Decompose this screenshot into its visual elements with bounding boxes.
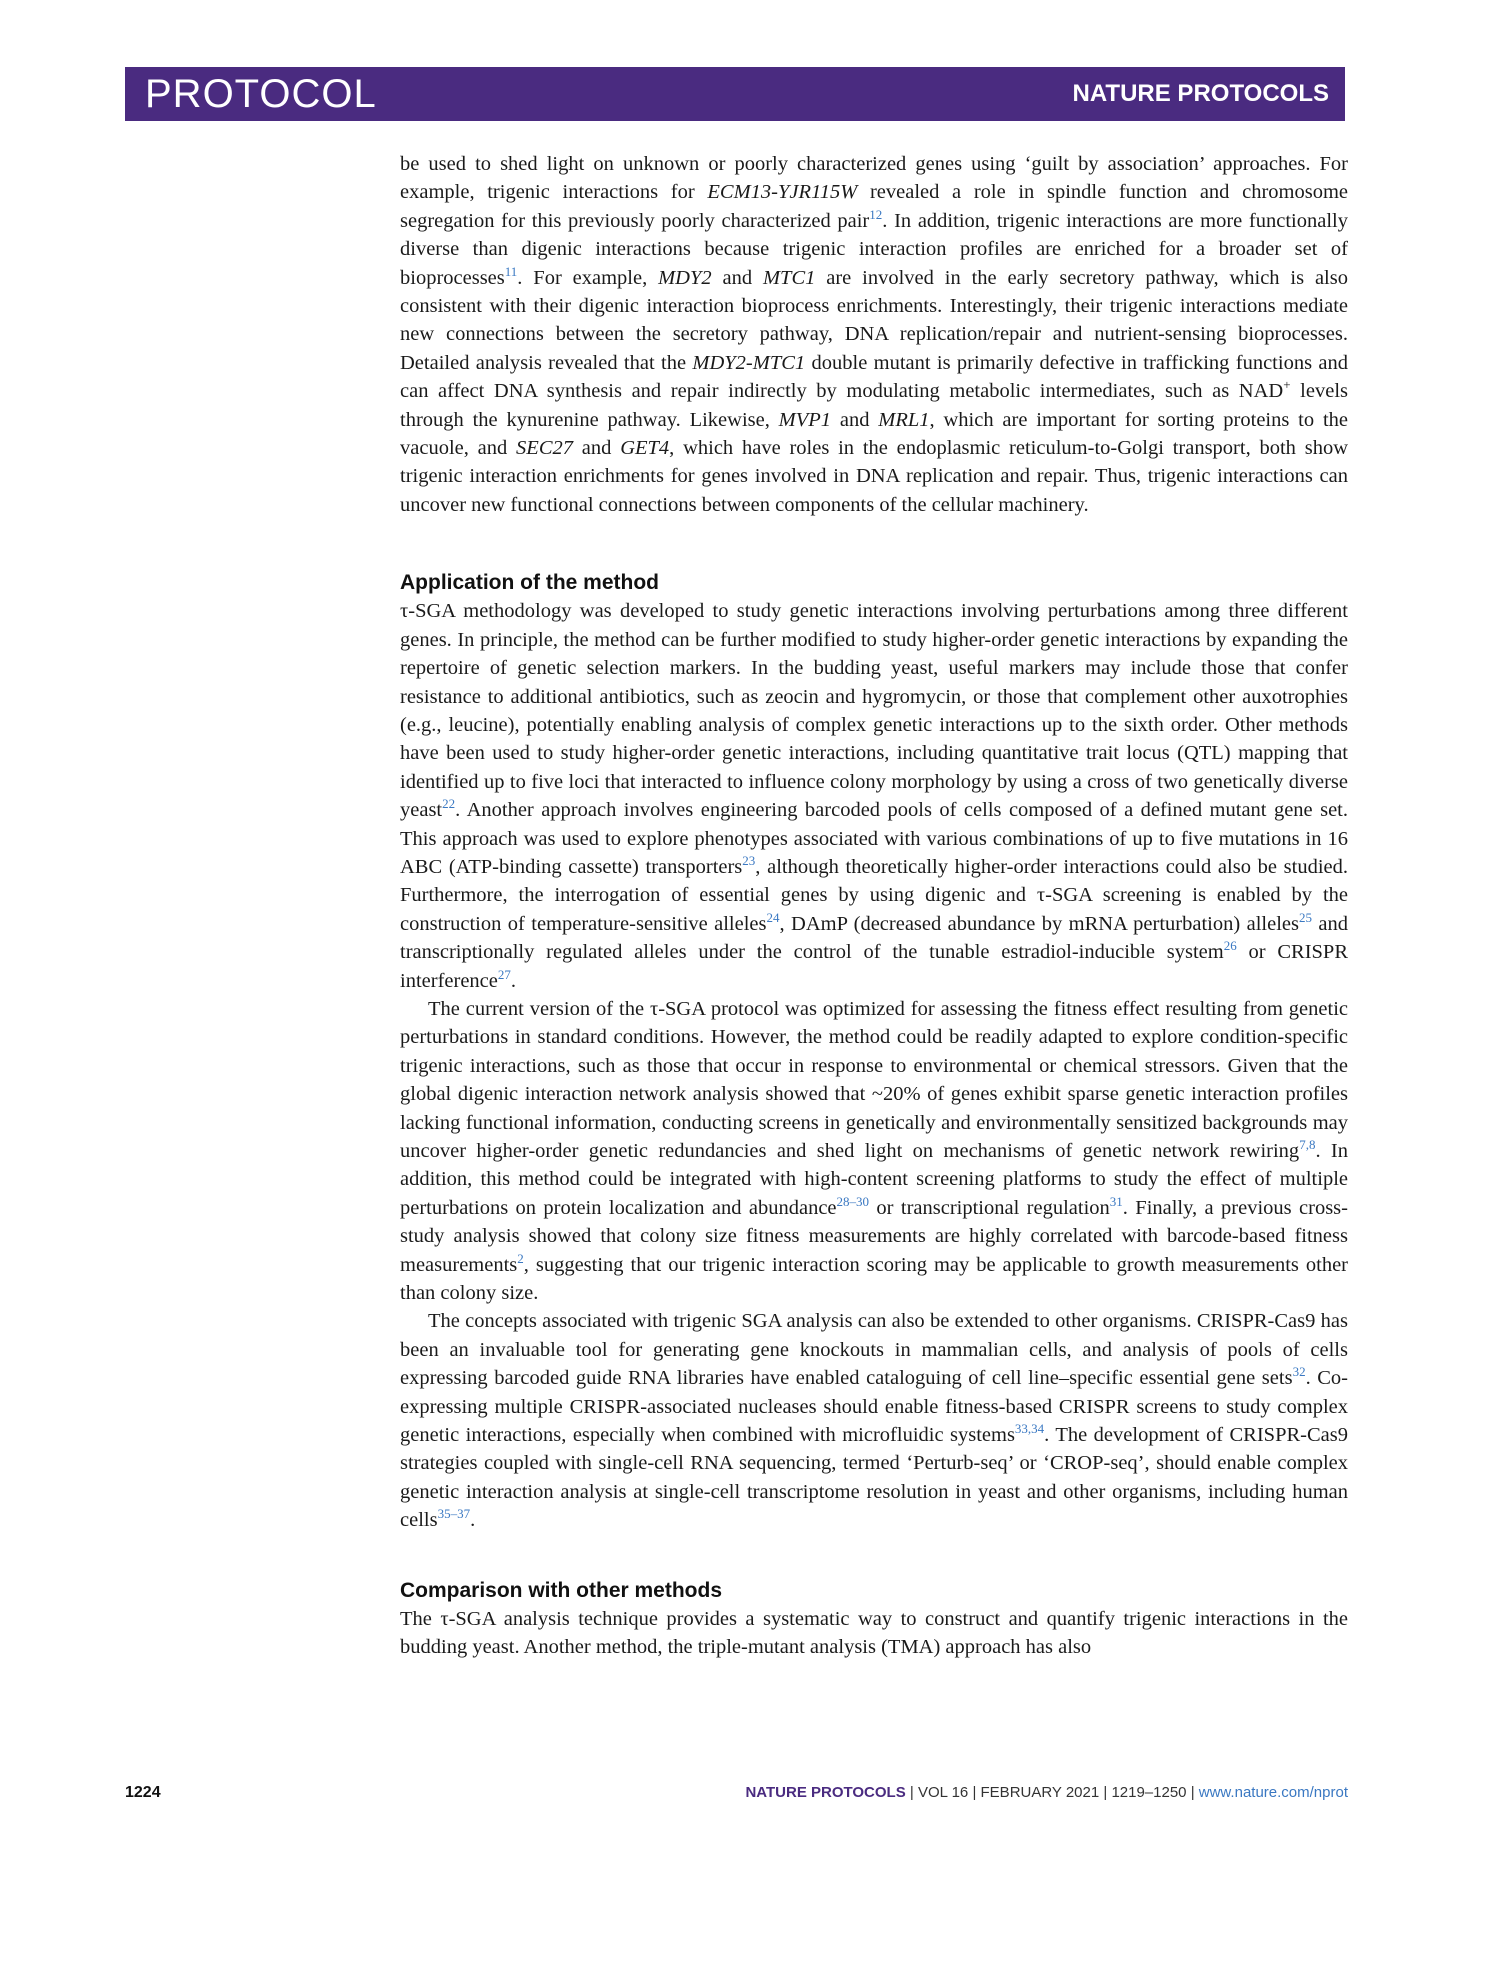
- section-heading: Application of the method: [400, 571, 659, 595]
- paragraph: τ-SGA methodology was developed to study genetic interactions involving perturbations among three different genes. In principle, the method can be further modified to study higher-order genetic interactions by expanding the repertoire of genetic selection markers. In the budding yeast, useful markers may include those that confer resistance to additional antibiotics, such as zeocin and hygromycin, or those that complement other auxotrophies (e.g., leucine), potentially enabling analysis of complex genetic interactions up to the sixth order. Other methods have been used to study higher-order genetic interactions, including quantitative trait locus (QTL) mapping that identified up to five loci that interacted to influence colony morphology by using a cross of two genetically diverse yeast$^{22}$. Another approach involves engineering barcoded pools of cells composed of a defined mutant gene set. This approach was used to explore phenotypes associated with various combinations of up to five mutations in 16 ABC (ATP-binding cassette) transporters$^{23}$, although theoretically higher-order interactions could also be studied. Furthermore, the interrogation of essential genes by using digenic and τ-SGA screening is enabled by the construction of temperature-sensitive alleles$^{24}$, DAmP (decreased abundance by mRNA perturbation) alleles$^{25}$ and transcriptionally regulated alleles under the control of the tunable estradiol-inducible system$^{26}$ or CRISPR interference$^{27}$.: [400, 600, 1348, 992]
- citation-link[interactable]: 33,34: [1014, 1421, 1045, 1437]
- paragraph: The concepts associated with trigenic SGA analysis can also be extended to other organisms. CRISPR-Cas9 has been an invaluable tool for generating gene knockouts in mammalian cells, and analysis of pools of cells expressing barcoded guide RNA libraries have enabled cataloguing of cell line–specific essential gene sets$^{32}$. Co-expressing multiple CRISPR-associated nucleases should enable fitness-based CRISPR screens to study complex genetic interactions, especially when combined with microfluidic systems$^{33,34}$. The development of CRISPR-Cas9 strategies coupled with single-cell RNA sequencing, termed ‘Perturb-seq’ or ‘CROP-seq’, should enable complex genetic interaction analysis at single-cell transcriptome resolution in yeast and other organisms, including human cells$^{35-37}$.: [400, 1310, 1349, 1532]
- citation-link[interactable]: 7,8: [1299, 1137, 1316, 1153]
- paragraph: The τ-SGA analysis technique provides a systematic way to construct and quantify trigenic interactions in the budding yeast. Another method, the triple-mutant analysis (TMA) approach has also: [400, 1607, 1348, 1659]
- citation-link[interactable]: 22: [442, 796, 456, 812]
- citation-link[interactable]: 25: [1298, 909, 1312, 925]
- article-body: [400, 150, 1348, 1662]
- citation-link[interactable]: 12: [869, 206, 883, 222]
- citation-link[interactable]: 28–30: [836, 1193, 870, 1209]
- page-number: 1224: [125, 1784, 161, 1801]
- citation-link[interactable]: 24: [766, 909, 780, 925]
- header-bar: [125, 67, 1345, 121]
- paragraph: The current version of the τ-SGA protocol was optimized for assessing the fitness effect resulting from genetic perturbations in standard conditions. However, the method could be readily adapted to explore condition-specific trigenic interactions, such as those that occur in response to environmental or chemical stressors. Given that the global digenic interaction network analysis showed that ~20% of genes exhibit sparse genetic interaction profiles lacking functional information, conducting screens in genetically and environmentally sensitized backgrounds may uncover higher-order genetic redundancies and shed light on mechanisms of genetic network rewiring$^{7,8}$. In addition, this method could be integrated with high-content screening platforms to study the effect of multiple perturbations on protein localization and abundance$^{28-30}$ or transcriptional regulation$^{31}$. Finally, a previous cross-study analysis showed that colony size fitness measurements are highly correlated with barcode-based fitness measurements$^2$, suggesting that our trigenic interaction scoring may be applicable to growth measurements other than colony size.: [400, 997, 1348, 1305]
- citation-link[interactable]: 23: [742, 853, 756, 869]
- citation-link[interactable]: 2: [517, 1250, 524, 1266]
- citation-link[interactable]: 26: [1223, 938, 1237, 954]
- citation-link[interactable]: 32: [1292, 1364, 1306, 1380]
- section-label: PROTOCOL: [145, 72, 377, 116]
- citation-link[interactable]: 27: [497, 966, 511, 982]
- paragraph: be used to shed light on unknown or poorly characterized genes using ‘guilt by association’ approaches. For example, trigenic interactions for ECM13-YJR115W revealed a role in spindle function and chromosome segregation for this previously poorly characterized pair$^{12}$. In addition, trigenic interactions are more functionally diverse than digenic interactions because trigenic interaction profiles are enriched for a broader set of bioprocesses$^{11}$. For example, MDY2 and MTC1 are involved in the early secretory pathway, which is also consistent with their digenic interaction bioprocess enrichments. Interestingly, their trigenic interactions mediate new connections between the secretory pathway, DNA replication/repair and nutrient-sensing bioprocesses. Detailed analysis revealed that the MDY2-MTC1 double mutant is primarily defective in trafficking functions and can affect DNA synthesis and repair indirectly by modulating metabolic intermediates, such as NAD+ levels through the kynurenine pathway. Likewise, MVP1 and MRL1, which are important for sorting proteins to the vacuole, and SEC27 and GET4, which have roles in the endoplasmic reticulum-to-Golgi transport, both show trigenic interaction enrichments for genes involved in DNA replication and repair. Thus, trigenic interactions can uncover new functional connections between components of the cellular machinery.: [400, 153, 1348, 516]
- citation-link[interactable]: 35–37: [437, 1506, 471, 1522]
- journal-link[interactable]: www.nature.com/nprot: [1198, 1784, 1348, 1801]
- citation-link[interactable]: 11: [504, 263, 518, 279]
- section-heading: Comparison with other methods: [400, 1578, 723, 1602]
- journal-label: NATURE PROTOCOLS: [1072, 80, 1329, 107]
- citation-link[interactable]: 31: [1109, 1193, 1123, 1209]
- footer-citation: NATURE PROTOCOLS | VOL 16 | FEBRUARY 2021 | 1219–1250 | www.nature.com/nprot: [745, 1784, 1348, 1801]
